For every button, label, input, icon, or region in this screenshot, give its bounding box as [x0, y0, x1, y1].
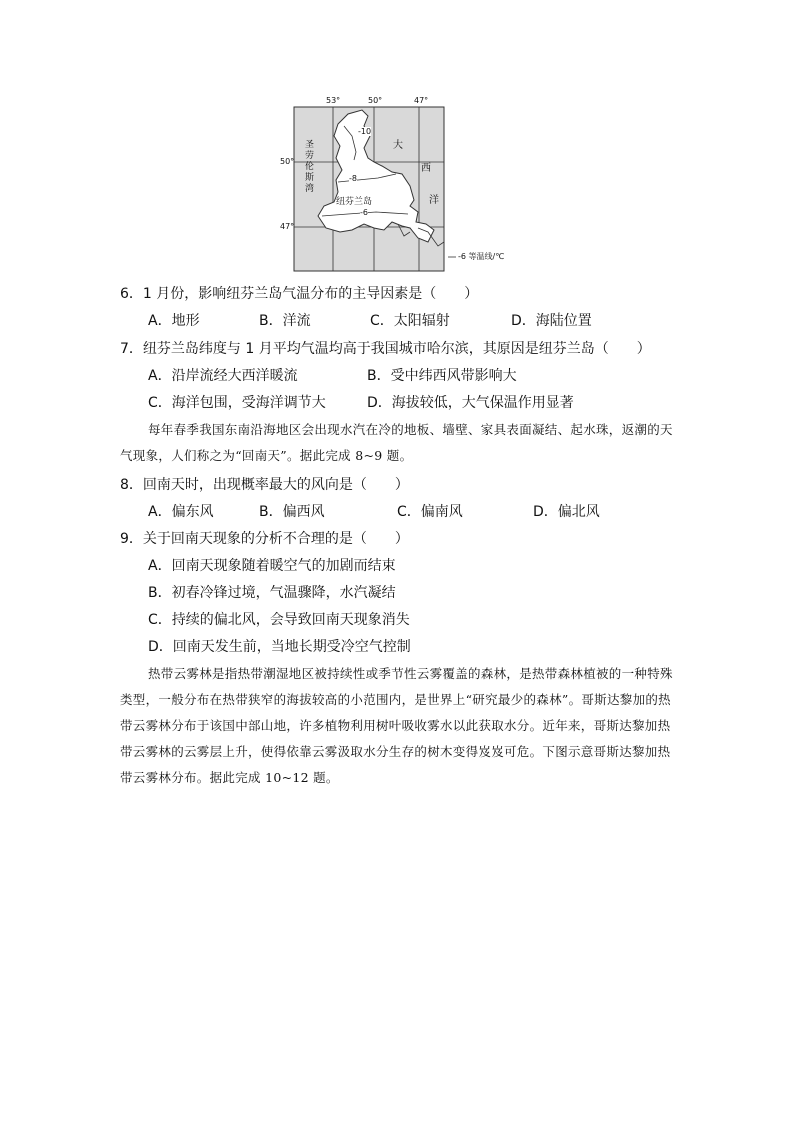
question-8-stem: 8．回南天时，出现概率最大的风向是（ ）: [120, 477, 409, 493]
question-7-option-c[interactable]: C．海洋包围，受海洋调节大: [148, 395, 326, 411]
question-7-option-a[interactable]: A．沿岸流经大西洋暖流: [148, 368, 298, 384]
ocean-label: 洋: [429, 195, 439, 206]
lon-label: 50°: [368, 96, 383, 105]
lat-label: 47°: [280, 222, 295, 231]
lon-label: 53°: [326, 96, 341, 105]
question-8-option-d[interactable]: D．偏北风: [533, 504, 600, 520]
question-6-option-b[interactable]: B．洋流: [259, 313, 311, 329]
question-6-stem: 6．1 月份，影响纽芬兰岛气温分布的主导因素是（ ）: [120, 286, 479, 302]
question-7-stem: 7．纽芬兰岛纬度与 1 月平均气温均高于我国城市哈尔滨，其原因是纽芬兰岛（ ）: [120, 341, 651, 357]
island-label: 纽芬兰岛: [336, 197, 373, 207]
question-8-option-b[interactable]: B．偏西风: [259, 504, 325, 520]
question-6-option-c[interactable]: C．太阳辐射: [370, 313, 450, 329]
question-9-option-b[interactable]: B．初春冷锋过境，气温骤降，水汽凝结: [148, 585, 396, 601]
isotherm-value: -10: [358, 127, 372, 136]
question-9-option-d[interactable]: D．回南天发生前，当地长期受冷空气控制: [148, 639, 411, 655]
isotherm-value: -8: [349, 174, 357, 183]
newfoundland-map: [278, 96, 528, 276]
lon-label: 47°: [414, 96, 429, 105]
question-7-option-b[interactable]: B．受中纬西风带影响大: [367, 368, 517, 384]
map-legend: -6 等温线/℃: [458, 252, 505, 261]
question-7-option-d[interactable]: D．海拔较低，大气保温作用显著: [367, 395, 574, 411]
question-8-option-a[interactable]: A．偏东风: [148, 504, 214, 520]
passage-cloud-forest: 热带云雾林是指热带潮湿地区被持续性或季节性云雾覆盖的森林，是热带森林植被的一种特殊类型，一般分布在热带狭窄的海拔较高的小范围内，是世界上“研究最少的森林”。哥斯达黎加的热带云雾林分布于该国中部山地，许多植物利用树叶吸收雾水以此获取水分。近年来，哥斯达黎加热带云雾林的云雾层上升，使得依靠云雾汲取水分生存的树木变得岌岌可危。下图示意哥斯达黎加热带云雾林分布。据此完成 10~12 题。: [120, 666, 673, 785]
question-9-stem: 9．关于回南天现象的分析不合理的是（ ）: [120, 531, 409, 547]
question-9-option-a[interactable]: A．回南天现象随着暖空气的加剧而结束: [148, 558, 396, 574]
lat-label: 50°: [280, 157, 295, 166]
question-6-option-d[interactable]: D．海陆位置: [511, 313, 592, 329]
question-9-option-c[interactable]: C．持续的偏北风，会导致回南天现象消失: [148, 612, 410, 628]
ocean-label: 大: [393, 140, 403, 151]
gulf-label: 圣 劳 伦 斯 湾: [305, 140, 315, 194]
question-8-option-c[interactable]: C．偏南风: [397, 504, 463, 520]
isotherm-value: -6: [360, 208, 368, 217]
passage-huinantian: 每年春季我国东南沿海地区会出现水汽在冷的地板、墙壁、家具表面凝结、起水珠，返潮的天气现象，人们称之为“回南天”。据此完成 8~9 题。: [120, 422, 673, 463]
question-6-option-a[interactable]: A．地形: [148, 313, 200, 329]
ocean-label: 西: [421, 163, 431, 174]
